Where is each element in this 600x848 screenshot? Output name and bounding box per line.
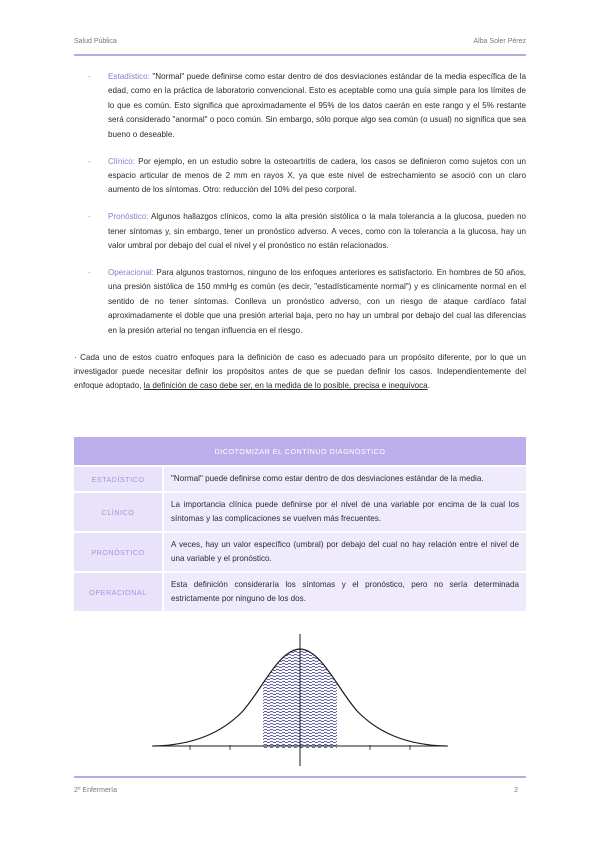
table-row: [74, 492, 526, 532]
bullet-operacional: [74, 266, 526, 338]
bullet-term: Clínico:: [108, 156, 135, 166]
table-row: [74, 466, 526, 492]
row-text: La importancia clínica puede definirse por el nivel de una variable por encima de la cual los síntomas y las complicaciones se vuelven más frecuentes.: [163, 492, 526, 532]
header-rule: [74, 54, 526, 56]
bullet-term: Pronóstico:: [108, 212, 149, 222]
diagnostic-table: [74, 437, 526, 613]
row-text: A veces, hay un valor específico (umbral) por debajo del cual no hay relación entre el nivel de una variable y el pronóstico.: [163, 532, 526, 572]
normal-distribution-figure: [150, 626, 450, 768]
bullet-dash: -: [88, 212, 91, 222]
summary-end: .: [427, 381, 430, 391]
bullet-estadistico: [74, 70, 526, 142]
row-label: PRONÓSTICO: [74, 532, 163, 572]
row-label: OPERACIONAL: [74, 572, 163, 612]
summary-underlined: la definición de caso debe ser, en la medida de lo posible, precisa e inequívoca: [143, 381, 428, 391]
table-title: DICOTOMIZAR EL CONTÍNUO DIAGNÓSTICO: [74, 437, 526, 466]
bullet-term: Estadístico:: [108, 72, 150, 81]
row-text: "Normal" puede definirse como estar dentro de dos desviaciones estándar de la media.: [163, 466, 526, 492]
header-left: Salud Pública: [74, 38, 117, 45]
table-row: [74, 532, 526, 572]
bullet-text: Algunos hallazgos clínicos, como la alta presión sistólica o la mala tolerancia a la glucosa, pueden no tener síntomas y, sin embargo, tener un pronóstico adverso. A veces, como con la tolerancia a la glucosa, hay un valor umbral por debajo del cual el nivel y el pronóstico no están relacionados.: [108, 212, 526, 251]
bullet-dash: -: [88, 156, 91, 166]
header-right: Alba Soler Pérez: [473, 38, 526, 45]
summary-paragraph: [74, 351, 526, 394]
page-number: 2: [514, 787, 518, 794]
bullet-text: "Normal" puede definirse como estar dentro de dos desviaciones estándar de la media específica de la edad, como en la práctica de laboratorio convencional. Esto es aceptable como una guía simple para los límites de lo que es común. Esto significa que aproximadamente el 95% de los datos caerán en este rango y el 5% restante será considerado "anormal" o poco común. Sin embargo, sólo porque algo sea común (o usual) no significa que sea bueno o deseable.: [108, 72, 526, 139]
table-row: [74, 572, 526, 612]
footer-left: 2º Enfermería: [74, 787, 118, 794]
bullet-clinico: [74, 155, 526, 198]
row-text: Esta definición consideraría los síntomas y el pronóstico, pero no sería determinada estrictamente por ninguno de los dos.: [163, 572, 526, 612]
bullet-text: Por ejemplo, en un estudio sobre la osteoartritis de cadera, los casos se definieron como sujetos con un espacio articular de menos de 2 mm en rayos X, ya que este nivel de estrechamiento se asoció con un claro aumento de los síntomas. Otro: reducción del 10% del peso corporal.: [108, 156, 526, 195]
row-label: ESTADÍSTICO: [74, 466, 163, 492]
bullet-dash: -: [88, 267, 91, 277]
bullet-pronostico: [74, 210, 526, 253]
bullet-dash: -: [88, 72, 91, 81]
bullet-text: Para algunos trastornos, ninguno de los enfoques anteriores es satisfactorio. En hombres de 50 años, una presión sistólica de 150 mmHg es común (es decir, "estadísticamente normal") y es clínicamente normal en el sentido de no tener síntomas. Conlleva un pronóstico adverso, con un riesgo de ataque cardíaco fatal aproximadamente el doble que una presión arterial baja, pero no hay un umbral por debajo del cual las diferencias en la presión arterial no tengan influencia en el riesgo.: [108, 267, 526, 335]
footer-rule: [74, 776, 526, 778]
summary-lead: · Cada uno de estos cuatro enfoques para la definición de caso es adecuado para un propósito diferente, por lo que un investigador puede necesitar definir los propósitos antes de que se puedan definir los casos. Independientemente del enfoque adoptado,: [74, 352, 526, 391]
bullet-term: Operacional:: [108, 267, 154, 277]
row-label: CLÍNICO: [74, 492, 163, 532]
main-content: [74, 70, 526, 394]
